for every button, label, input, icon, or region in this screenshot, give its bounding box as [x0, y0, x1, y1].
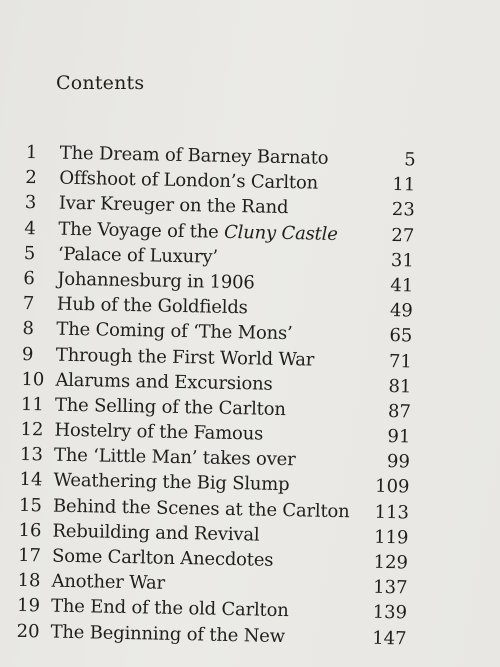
chapter-title: Hub of the Goldfields [56, 293, 248, 319]
chapter-number: 7 [22, 293, 35, 315]
chapter-number: 6 [23, 267, 36, 290]
chapter-title: Some Carlton Anecdotes [51, 545, 274, 571]
chapter-number: 10 [21, 368, 45, 391]
chapter-number: 20 [16, 620, 40, 642]
page-number: 81 [388, 375, 412, 398]
page-number: 99 [386, 451, 411, 473]
chapter-number: 17 [17, 544, 42, 567]
chapter-title: Rebuilding and Revival [52, 520, 260, 546]
page-number: 5 [404, 149, 416, 171]
chapter-title-prefix: The Voyage of the [58, 218, 225, 243]
chapter-number: 1 [25, 142, 38, 164]
chapter-number: 19 [16, 595, 41, 617]
chapter-number: 12 [20, 419, 44, 441]
chapter-number: 2 [25, 167, 37, 189]
chapter-title: Behind the Scenes at the Carlton [52, 495, 350, 522]
page-number: 31 [390, 249, 414, 272]
chapter-title: Weathering the Big Slump [53, 470, 290, 496]
chapter-title: Johannesburg in 1906 [57, 268, 255, 294]
table-of-contents [16, 142, 416, 653]
chapter-title: Another War [51, 570, 166, 594]
page-number: 139 [372, 602, 408, 624]
chapter-title: Offshoot of London’s Carlton [59, 167, 319, 194]
chapter-number: 11 [20, 393, 45, 416]
page-number: 65 [389, 325, 413, 347]
chapter-number: 8 [22, 318, 35, 340]
page-number: 113 [374, 501, 410, 524]
chapter-title: The Dream of Barney Barnato [59, 142, 329, 169]
page-number: 23 [391, 199, 415, 221]
chapter-title: The Beginning of the New [50, 621, 286, 647]
chapter-number: 9 [21, 343, 34, 365]
page-number: 137 [372, 576, 408, 599]
chapter-title: Through the First World War [55, 344, 315, 371]
chapter-number: 4 [24, 217, 37, 239]
chapter-title: The End of the old Carlton [50, 595, 289, 622]
page-number: 41 [390, 274, 414, 297]
page-number: 11 [392, 174, 416, 196]
page-number: 129 [373, 551, 409, 574]
chapter-title: Alarums and Excursions [55, 369, 273, 395]
chapter-title: Ivar Kreuger on the Rand [58, 193, 289, 219]
chapter-number: 15 [18, 494, 43, 516]
chapter-title: The Selling of the Carlton [54, 394, 286, 420]
chapter-number: 14 [19, 469, 43, 491]
contents-heading: Contents [56, 72, 145, 94]
page-number: 27 [391, 224, 415, 247]
page-number: 49 [389, 300, 414, 322]
chapter-number: 13 [19, 444, 44, 466]
page-number: 71 [388, 350, 413, 372]
page-number: 147 [371, 627, 407, 649]
chapter-title: Hostelry of the Famous [54, 419, 264, 445]
chapter-title: ‘Palace of Luxury’ [57, 243, 219, 268]
page-number: 91 [387, 426, 411, 448]
chapter-number: 18 [17, 570, 41, 592]
chapter-title: The ‘Little Man’ takes over [53, 444, 296, 471]
chapter-title: The Coming of ‘The Mons’ [56, 318, 293, 345]
chapter-number: 5 [23, 242, 36, 264]
page-number: 119 [373, 526, 409, 549]
page-number: 87 [387, 400, 412, 423]
chapter-number: 16 [18, 519, 42, 542]
chapter-number: 3 [24, 192, 37, 214]
ship-name-italic: Cluny Castle [223, 221, 338, 245]
page-number: 109 [374, 476, 410, 498]
